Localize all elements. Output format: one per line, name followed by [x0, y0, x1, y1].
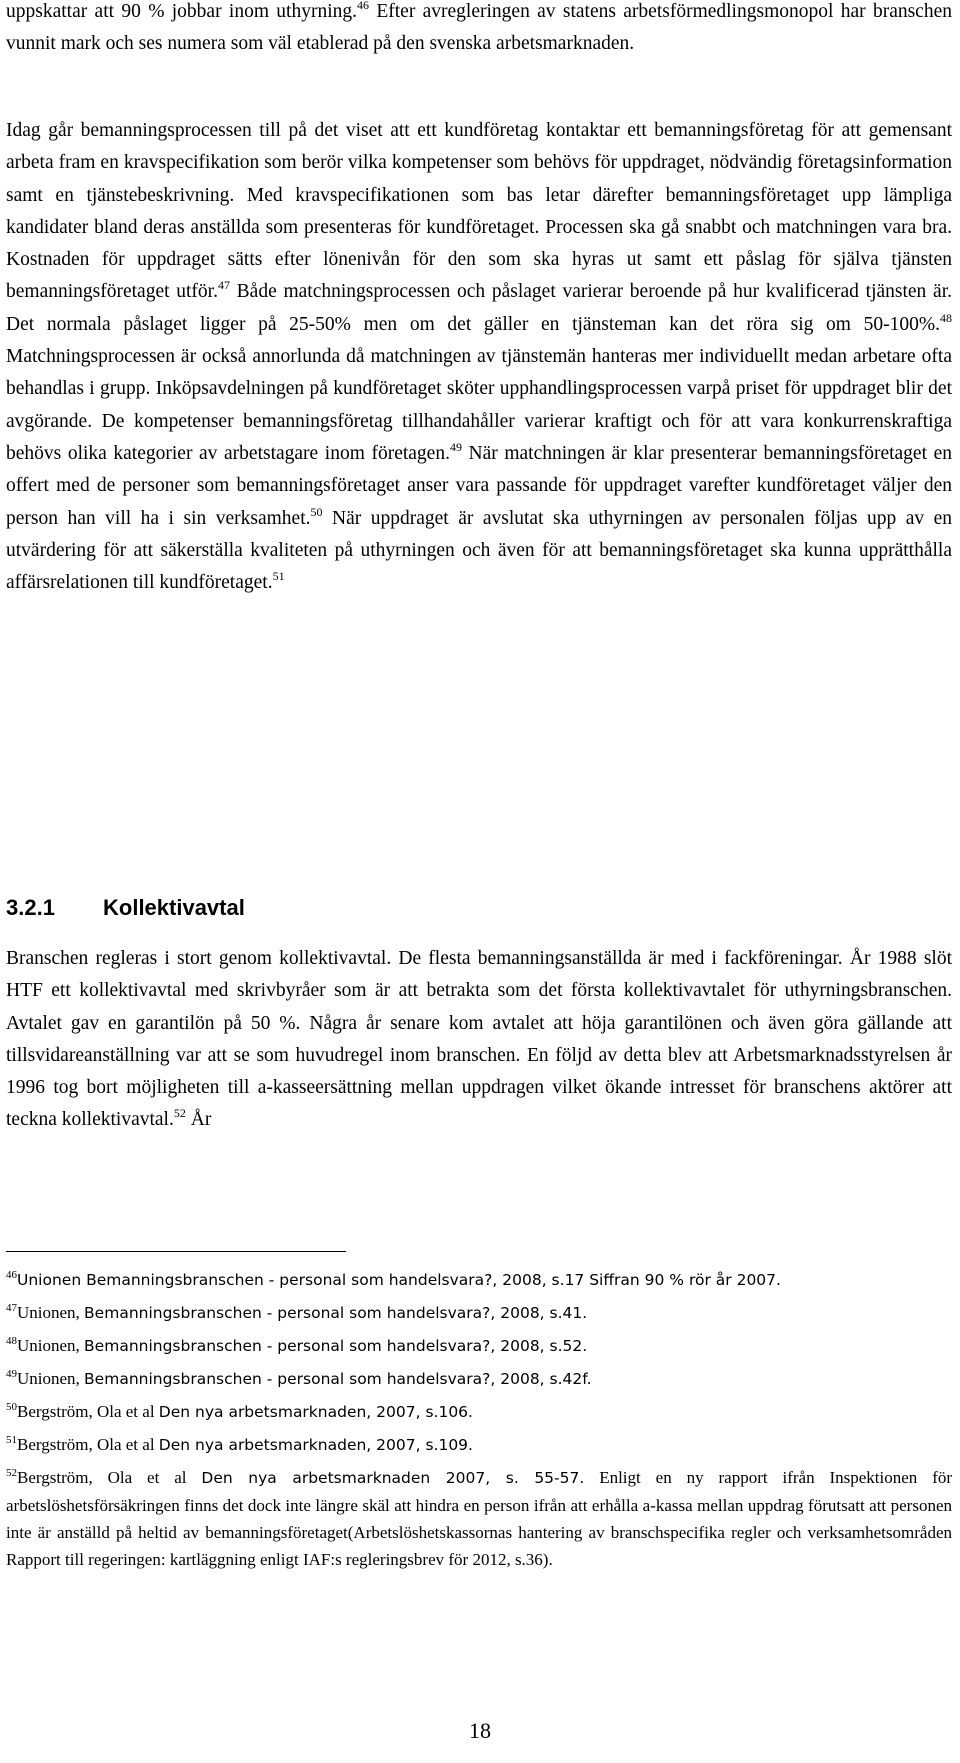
paragraph-text: År	[185, 1109, 212, 1131]
footnote-ref: 52	[173, 1106, 186, 1121]
footnote	[6, 1398, 952, 1426]
footnote-number: 47	[6, 1302, 17, 1314]
footnote-text: Unionen,	[17, 1336, 85, 1355]
paragraph-text: Idag går bemanningsprocessen till på det viset att ett kundföretag kontaktar ett bemanningsföretag för att gemensant arbeta fram en kravspecifikation som berör vilka kompetenser som behövs för uppdraget, nödvändig företagsinformation samt en tjänstebeskrivning. Med kravspecifikationen som bas letar därefter bemanningsföretaget upp lämpliga kandidater bland deras anställda som presenteras för kundföretaget. Processen ska gå snabbt och matchningen vara bra. Kostnaden för uppdraget sätts efter lönenivån för den som ska hyras ut samt ett påslag för själva tjänsten bemanningsföretaget utför.	[6, 120, 952, 303]
footnote-ref: 51	[272, 569, 285, 584]
footnote-number: 46	[6, 1269, 17, 1281]
footnote-number: 52	[6, 1467, 17, 1479]
section-title: Kollektivavtal	[103, 895, 245, 920]
footnote-ref: 50	[310, 504, 323, 519]
body-paragraph	[6, 115, 952, 599]
footnote-ref: 47	[217, 278, 230, 293]
footnote-text: Bergström, Ola et al	[17, 1435, 159, 1454]
paragraph-text: När matchningen är klar presenterar bemanningsföretaget en offert med de personer som bemanningsföretaget anser vara passande för uppdraget varefter kundföretaget väljer den person han vill ha i sin verksamhet.	[6, 442, 952, 529]
footnote	[6, 1299, 952, 1327]
footnote-text: Unionen,	[17, 1303, 85, 1322]
section-heading	[6, 893, 245, 923]
footnote-source: Den nya arbetsmarknaden, 2007, s.109.	[158, 1436, 473, 1454]
paragraph-text: Efter avregleringen av statens arbetsförmedlingsmonopol har branschen vunnit mark och ses numera som väl etablerad på den svenska arbetsmarknaden.	[6, 1, 952, 55]
footnote-number: 50	[6, 1401, 17, 1413]
footnotes	[6, 1266, 952, 1573]
footnote	[6, 1431, 952, 1459]
body-paragraph	[6, 0, 952, 61]
paragraph-text: När uppdraget är avslutat ska uthyrningen av personalen följas upp av en utvärdering för att säkerställa kvaliteten på uthyrningen och även för att bemanningsföretaget ska kunna upprätthålla affärsrelationen till kundföretaget.	[6, 507, 953, 594]
footnote	[6, 1332, 952, 1360]
paragraph-text: Branschen regleras i stort genom kollektivavtal. De flesta bemanningsanställda är med i fackföreningar. År 1988 slöt HTF ett kollektivavtal med skrivbyråer som är att betrakta som det första kollektivavtalet för uthyrningsbranschen. Avtalet gav en garantilön på 50 %. Några år senare kom avtalet att höja garantilönen och även göra gällande att tillsvidareanställning var att se som huvudregel inom branschen. En följd av detta blev att Arbetsmarknadsstyrelsen år 1996 tog bort möjligheten till a-kasseersättning mellan uppdragen vilket ökande intresset för branschens aktörer att teckna kollektivavtal.	[6, 948, 952, 1131]
footnote-text: Enligt en ny rapport ifrån Inspektionen för arbetslöshetsförsäkringen finns det dock inte längre skäl att hindra en person ifrån att erhålla a-kassa mellan uppdrag förutsatt att personen inte är anställd på heltid av bemanningsföretaget(Arbetslöshetskassornas hantering av branschspecifika regler och verksamhetsområden Rapport till regeringen: kartläggning enligt IAF:s regleringsbrev för 2012, s.36).	[6, 1468, 953, 1569]
footnote-separator	[6, 1251, 346, 1252]
footnote-source: Den nya arbetsmarknaden, 2007, s.106.	[158, 1403, 473, 1421]
footnote-source: Unionen Bemanningsbranschen - personal som handelsvara?, 2008, s.17 Siffran 90 % rör år 2007.	[17, 1271, 781, 1289]
footnote	[6, 1365, 952, 1393]
footnote-ref: 46	[357, 0, 370, 12]
body-paragraph	[6, 943, 952, 1137]
paragraph-text: uppskattar att 90 % jobbar inom uthyrning.	[6, 1, 358, 22]
footnote-source: Bemanningsbranschen - personal som handelsvara?, 2008, s.41.	[84, 1304, 588, 1322]
footnote-source: Bemanningsbranschen - personal som handelsvara?, 2008, s.52.	[84, 1337, 588, 1355]
paragraph-text: Både matchningsprocessen och påslaget varierar beroende på hur kvalificerad tjänsten är. Det normala påslaget ligger på 25-50% men om det gäller en tjänsteman kan det röra sig om 50-100%.	[6, 281, 952, 335]
footnote-text: Bergström, Ola et al	[17, 1402, 159, 1421]
footnote-text: Bergström, Ola et al	[17, 1468, 202, 1487]
footnote-source: Bemanningsbranschen - personal som handelsvara?, 2008, s.42f.	[84, 1370, 592, 1388]
footnote-text: Unionen,	[17, 1369, 85, 1388]
footnote	[6, 1464, 952, 1573]
footnote-number: 49	[6, 1368, 17, 1380]
footnote-source: Den nya arbetsmarknaden 2007, s. 55-57.	[201, 1469, 585, 1487]
footnote-number: 51	[6, 1434, 17, 1446]
footnote-ref: 49	[449, 439, 462, 454]
paragraph-text: Matchningsprocessen är också annorlunda då matchningen av tjänstemän hanteras mer individuellt medan arbetare ofta behandlas i grupp. Inköpsavdelningen på kundföretaget sköter upphandlingsprocessen varpå priset för uppdraget blir det avgörande. De kompetenser bemanningsföretag tillhandahåller varierar kraftigt och för att vara konkurrenskraftiga behövs olika kategorier av arbetstagare inom företagen.	[6, 346, 952, 464]
section-number: 3.2.1	[6, 895, 55, 920]
page-number: 18	[469, 1718, 491, 1743]
footnote	[6, 1266, 952, 1294]
footnote-ref: 48	[940, 310, 952, 325]
footnote-number: 48	[6, 1335, 17, 1347]
